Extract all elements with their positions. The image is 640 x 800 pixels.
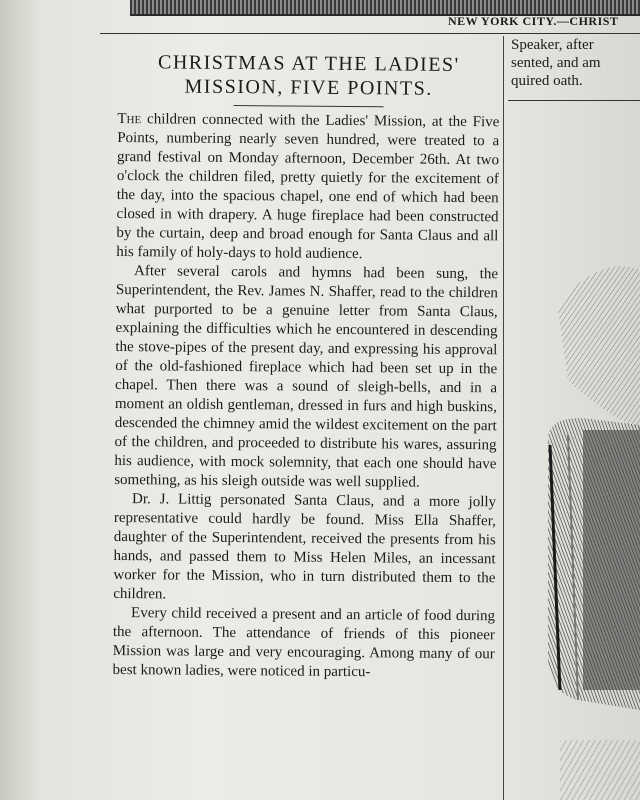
adjacent-line-1: Speaker, after <box>511 37 594 53</box>
headline-rule <box>234 105 384 107</box>
engraving-image <box>538 230 640 730</box>
column-rule <box>503 36 504 800</box>
adjacent-line-2: sented, and am <box>511 55 601 71</box>
paragraph-2: After several carols and hymns had been sung, the Superintendent, the Rev. James N. Shaffer, read to the children what purported to be a genuine letter from Santa Claus, explaining the difficulties which he encountered in descending the stove-pipes of the present day, and expressing his approval of the old-fashioned fireplace which had been set up in the chapel. Then there was a sound of sleigh-bells, and in a moment an oldish gentleman, dressed in furs and high buskins, descended the chimney amid the wildest excitement on the part of the children, and proceeded to distribute his wares, assuring his audience, with mock solemnity, that each one should have something, as his sleigh outside was well supplied. <box>114 263 499 491</box>
paragraph-1 <box>116 110 499 265</box>
article-christmas-ladies-mission <box>113 50 500 683</box>
paragraph-1-text: children connected with the Ladies' Mission, at the Five Points, numbering nearly seven hundred, were treated to a grand festival on Monday afternoon, December 26th. At two o'clock the children filed, pretty quietly for the excitement of the day, into the spacious chapel, one end of which had been closed in with drapery. A huge fireplace had been constructed by the curtain, deep and broad enough for Santa Claus and all his family of holy-days to hold audience. <box>116 111 500 263</box>
running-head: NEW YORK CITY.—CHRIST <box>448 14 619 28</box>
paragraph-1-lead: The <box>117 110 142 128</box>
article-headline <box>118 50 500 101</box>
headline-line-1: CHRISTMAS AT THE LADIES' <box>157 51 460 76</box>
adjacent-line-3: quired oath. <box>511 73 583 89</box>
paragraph-4: Every child received a present and an article of food during the afternoon. The attendance of friends of this pioneer Mission was large and very encouraging. Among many of our best known ladies, were noticed in particu- <box>112 605 496 681</box>
adjacent-column-rule <box>508 100 640 101</box>
paragraph-3: Dr. J. Littig personated Santa Claus, and a more jolly representative could hardly be found. Miss Ella Shaffer, daughter of the Superintendent, received the presents from his hands, and passed them to Miss Helen Miles, an incessant worker for the Mission, who in turn distributed them to the children. <box>113 491 497 603</box>
article-body <box>113 110 500 683</box>
header-rule <box>100 33 640 34</box>
bottom-sketch <box>560 740 640 800</box>
adjacent-column <box>511 36 640 90</box>
headline-line-2: MISSION, FIVE POINTS. <box>184 75 433 100</box>
engraving-illustration <box>538 230 640 730</box>
